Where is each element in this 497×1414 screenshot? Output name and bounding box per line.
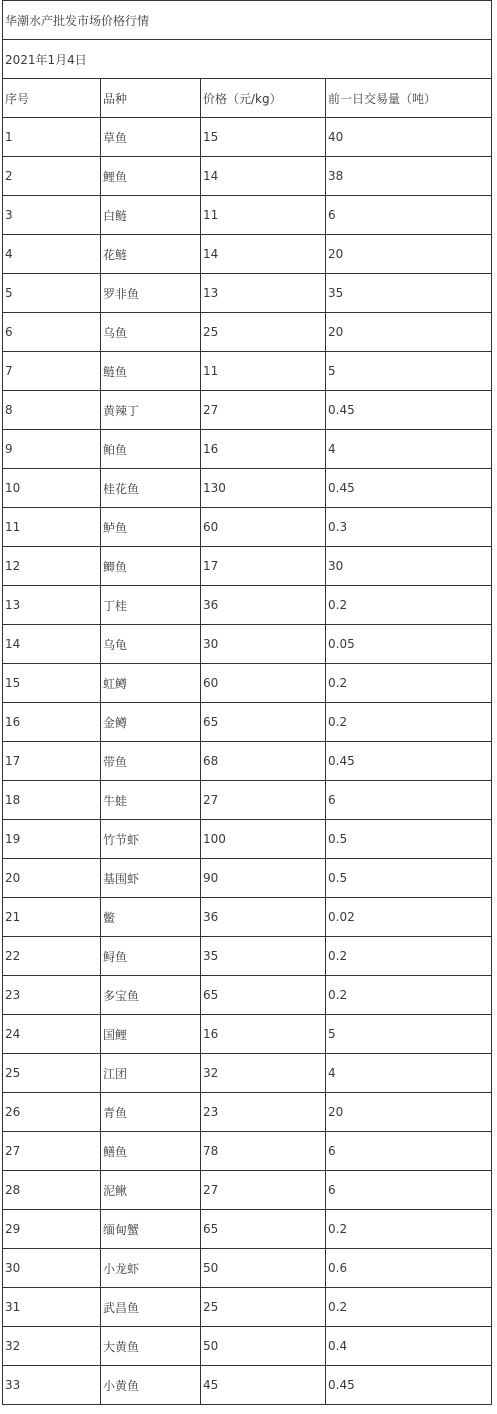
- cell-price: 27: [201, 781, 326, 820]
- cell-index: 10: [3, 469, 101, 508]
- date-row: [3, 40, 492, 79]
- table-row: [3, 1015, 492, 1054]
- cell-price: 15: [201, 118, 326, 157]
- cell-variety: 虹鳟: [101, 664, 201, 703]
- cell-price: 23: [201, 1093, 326, 1132]
- header-cell-volume: 前一日交易量（吨）: [326, 79, 492, 118]
- table-row: [3, 898, 492, 937]
- cell-variety: 鲟鱼: [101, 937, 201, 976]
- cell-variety: 鲌鱼: [101, 430, 201, 469]
- cell-volume: 0.45: [326, 1366, 492, 1405]
- cell-variety: 乌龟: [101, 625, 201, 664]
- cell-volume: 0.4: [326, 1327, 492, 1366]
- cell-volume: 5: [326, 352, 492, 391]
- cell-volume: 0.2: [326, 1210, 492, 1249]
- cell-volume: 0.45: [326, 391, 492, 430]
- cell-price: 27: [201, 1171, 326, 1210]
- cell-volume: 4: [326, 1054, 492, 1093]
- cell-volume: 0.2: [326, 664, 492, 703]
- cell-variety: 武昌鱼: [101, 1288, 201, 1327]
- cell-price: 17: [201, 547, 326, 586]
- cell-index: 16: [3, 703, 101, 742]
- cell-variety: 鲢鱼: [101, 352, 201, 391]
- header-cell-index: 序号: [3, 79, 101, 118]
- cell-variety: 泥鳅: [101, 1171, 201, 1210]
- table-row: [3, 664, 492, 703]
- cell-price: 65: [201, 976, 326, 1015]
- cell-index: 2: [3, 157, 101, 196]
- cell-volume: 0.45: [326, 469, 492, 508]
- cell-price: 14: [201, 235, 326, 274]
- cell-variety: 金鳟: [101, 703, 201, 742]
- table-row: [3, 1327, 492, 1366]
- cell-volume: 0.3: [326, 508, 492, 547]
- cell-price: 32: [201, 1054, 326, 1093]
- cell-price: 16: [201, 1015, 326, 1054]
- table-row: [3, 625, 492, 664]
- table-date: 2021年1月4日: [3, 40, 492, 79]
- cell-variety: 黄辣丁: [101, 391, 201, 430]
- cell-index: 7: [3, 352, 101, 391]
- table-row: [3, 1093, 492, 1132]
- table-row: [3, 976, 492, 1015]
- table-row: [3, 352, 492, 391]
- cell-volume: 6: [326, 1171, 492, 1210]
- cell-price: 16: [201, 430, 326, 469]
- cell-index: 31: [3, 1288, 101, 1327]
- cell-price: 14: [201, 157, 326, 196]
- table-row: [3, 274, 492, 313]
- cell-volume: 0.05: [326, 625, 492, 664]
- cell-price: 50: [201, 1249, 326, 1288]
- cell-price: 100: [201, 820, 326, 859]
- cell-volume: 0.2: [326, 937, 492, 976]
- table-row: [3, 118, 492, 157]
- cell-index: 21: [3, 898, 101, 937]
- cell-volume: 20: [326, 235, 492, 274]
- cell-volume: 0.2: [326, 1288, 492, 1327]
- cell-volume: 0.2: [326, 586, 492, 625]
- table-row: [3, 1249, 492, 1288]
- cell-variety: 国鲤: [101, 1015, 201, 1054]
- table-row: [3, 508, 492, 547]
- table-row: [3, 703, 492, 742]
- table-row: [3, 469, 492, 508]
- table-row: [3, 820, 492, 859]
- cell-index: 28: [3, 1171, 101, 1210]
- cell-price: 30: [201, 625, 326, 664]
- cell-price: 36: [201, 586, 326, 625]
- cell-volume: 6: [326, 781, 492, 820]
- cell-price: 68: [201, 742, 326, 781]
- cell-price: 11: [201, 352, 326, 391]
- cell-index: 15: [3, 664, 101, 703]
- cell-index: 29: [3, 1210, 101, 1249]
- cell-variety: 丁桂: [101, 586, 201, 625]
- cell-volume: 38: [326, 157, 492, 196]
- cell-price: 25: [201, 313, 326, 352]
- table-row: [3, 586, 492, 625]
- cell-volume: 0.5: [326, 859, 492, 898]
- cell-variety: 花鲢: [101, 235, 201, 274]
- cell-index: 30: [3, 1249, 101, 1288]
- cell-index: 1: [3, 118, 101, 157]
- cell-volume: 6: [326, 196, 492, 235]
- header-row: [3, 79, 492, 118]
- cell-index: 27: [3, 1132, 101, 1171]
- price-table-body: [3, 1, 492, 1405]
- cell-price: 11: [201, 196, 326, 235]
- cell-variety: 白鲢: [101, 196, 201, 235]
- cell-volume: 40: [326, 118, 492, 157]
- cell-index: 3: [3, 196, 101, 235]
- cell-price: 45: [201, 1366, 326, 1405]
- cell-index: 19: [3, 820, 101, 859]
- cell-index: 26: [3, 1093, 101, 1132]
- table-row: [3, 1210, 492, 1249]
- cell-volume: 5: [326, 1015, 492, 1054]
- table-row: [3, 391, 492, 430]
- cell-index: 18: [3, 781, 101, 820]
- table-row: [3, 235, 492, 274]
- cell-volume: 0.6: [326, 1249, 492, 1288]
- cell-price: 65: [201, 703, 326, 742]
- cell-index: 14: [3, 625, 101, 664]
- cell-variety: 大黄鱼: [101, 1327, 201, 1366]
- cell-volume: 0.5: [326, 820, 492, 859]
- cell-volume: 0.02: [326, 898, 492, 937]
- cell-index: 17: [3, 742, 101, 781]
- cell-price: 13: [201, 274, 326, 313]
- cell-price: 78: [201, 1132, 326, 1171]
- cell-index: 13: [3, 586, 101, 625]
- cell-volume: 0.2: [326, 703, 492, 742]
- cell-variety: 鲤鱼: [101, 157, 201, 196]
- table-row: [3, 1132, 492, 1171]
- cell-variety: 青鱼: [101, 1093, 201, 1132]
- cell-index: 6: [3, 313, 101, 352]
- cell-price: 25: [201, 1288, 326, 1327]
- cell-index: 25: [3, 1054, 101, 1093]
- cell-volume: 6: [326, 1132, 492, 1171]
- cell-index: 9: [3, 430, 101, 469]
- cell-variety: 多宝鱼: [101, 976, 201, 1015]
- cell-price: 60: [201, 664, 326, 703]
- cell-variety: 竹节虾: [101, 820, 201, 859]
- cell-price: 130: [201, 469, 326, 508]
- cell-price: 35: [201, 937, 326, 976]
- cell-variety: 桂花鱼: [101, 469, 201, 508]
- table-row: [3, 1054, 492, 1093]
- title-row: [3, 1, 492, 40]
- header-cell-variety: 品种: [101, 79, 201, 118]
- cell-index: 24: [3, 1015, 101, 1054]
- table-row: [3, 937, 492, 976]
- table-row: [3, 1288, 492, 1327]
- cell-volume: 0.45: [326, 742, 492, 781]
- table-title: 华潮水产批发市场价格行情: [3, 1, 492, 40]
- cell-volume: 4: [326, 430, 492, 469]
- cell-index: 20: [3, 859, 101, 898]
- cell-index: 5: [3, 274, 101, 313]
- cell-variety: 牛蛙: [101, 781, 201, 820]
- cell-price: 50: [201, 1327, 326, 1366]
- cell-variety: 罗非鱼: [101, 274, 201, 313]
- cell-variety: 缅甸蟹: [101, 1210, 201, 1249]
- cell-price: 60: [201, 508, 326, 547]
- price-table: [2, 0, 492, 1405]
- cell-variety: 鳖: [101, 898, 201, 937]
- table-row: [3, 859, 492, 898]
- cell-index: 23: [3, 976, 101, 1015]
- table-row: [3, 1171, 492, 1210]
- cell-variety: 基围虾: [101, 859, 201, 898]
- table-row: [3, 742, 492, 781]
- table-row: [3, 781, 492, 820]
- cell-volume: 20: [326, 1093, 492, 1132]
- cell-volume: 30: [326, 547, 492, 586]
- table-row: [3, 196, 492, 235]
- cell-variety: 草鱼: [101, 118, 201, 157]
- cell-index: 11: [3, 508, 101, 547]
- cell-volume: 20: [326, 313, 492, 352]
- cell-variety: 小黄鱼: [101, 1366, 201, 1405]
- cell-volume: 0.2: [326, 976, 492, 1015]
- cell-index: 8: [3, 391, 101, 430]
- cell-price: 36: [201, 898, 326, 937]
- cell-index: 12: [3, 547, 101, 586]
- cell-price: 27: [201, 391, 326, 430]
- cell-index: 32: [3, 1327, 101, 1366]
- cell-variety: 江团: [101, 1054, 201, 1093]
- cell-variety: 乌鱼: [101, 313, 201, 352]
- cell-index: 33: [3, 1366, 101, 1405]
- cell-volume: 35: [326, 274, 492, 313]
- cell-variety: 带鱼: [101, 742, 201, 781]
- cell-variety: 鳝鱼: [101, 1132, 201, 1171]
- cell-variety: 鲫鱼: [101, 547, 201, 586]
- table-row: [3, 430, 492, 469]
- cell-index: 4: [3, 235, 101, 274]
- header-cell-price: 价格（元/kg）: [201, 79, 326, 118]
- table-row: [3, 1366, 492, 1405]
- cell-price: 65: [201, 1210, 326, 1249]
- table-row: [3, 547, 492, 586]
- table-row: [3, 313, 492, 352]
- cell-variety: 鲈鱼: [101, 508, 201, 547]
- cell-index: 22: [3, 937, 101, 976]
- cell-variety: 小龙虾: [101, 1249, 201, 1288]
- table-row: [3, 157, 492, 196]
- cell-price: 90: [201, 859, 326, 898]
